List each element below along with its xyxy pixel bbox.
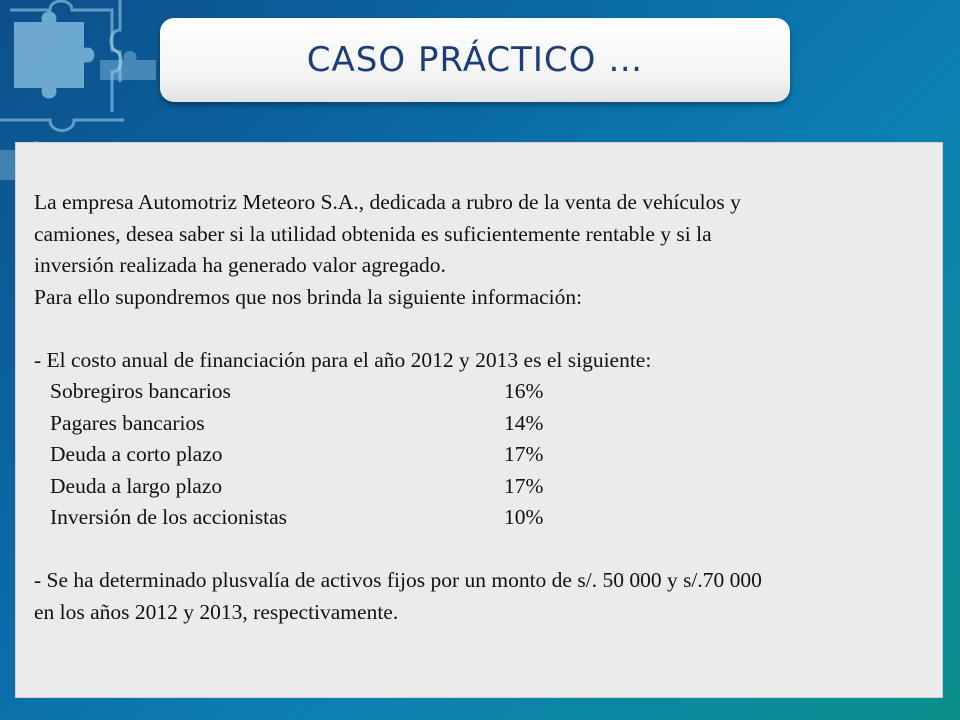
- rate-value: 10%: [504, 505, 544, 529]
- rate-value: 14%: [504, 410, 544, 435]
- slide-title: CASO PRÁCTICO …: [306, 40, 644, 80]
- rate-row: [34, 502, 924, 534]
- goodwill-line-2: en los años 2012 y 2013, respectivamente.: [34, 599, 399, 624]
- intro-line-4: Para ello supondremos que nos brinda la siguiente información:: [34, 284, 583, 309]
- intro-line-2: camiones, desea saber si la utilidad obtenida es suficientemente rentable y si la: [34, 221, 712, 246]
- cost-heading: - El costo anual de financiación para el año 2012 y 2013 es el siguiente:: [34, 347, 652, 372]
- rate-label: Deuda a corto plazo: [50, 442, 223, 466]
- intro-line-1: La empresa Automotriz Meteoro S.A., dedicada a rubro de la venta de vehículos y: [34, 190, 741, 214]
- rate-value: 16%: [504, 379, 544, 403]
- rate-label: Deuda a largo plazo: [50, 473, 223, 498]
- goodwill-line-1: - Se ha determinado plusvalía de activos fijos por un monto de s/. 50 000 y s/.70 000: [34, 568, 762, 592]
- intro-line-3: inversión realizada ha generado valor agregado.: [34, 253, 446, 277]
- rate-label: Pagares bancarios: [50, 410, 205, 435]
- title-banner: [160, 18, 790, 102]
- rate-row: [34, 439, 924, 471]
- rate-row: [34, 408, 924, 440]
- rates-list: [34, 376, 924, 534]
- rate-label: Inversión de los accionistas: [50, 505, 288, 529]
- rate-row: [34, 376, 924, 408]
- spacer: [34, 313, 924, 345]
- rate-row: [34, 471, 924, 503]
- content-panel: [15, 142, 943, 698]
- rate-value: 17%: [504, 473, 544, 498]
- rate-value: 17%: [504, 442, 544, 466]
- rate-label: Sobregiros bancarios: [50, 379, 231, 403]
- spacer: [34, 534, 924, 566]
